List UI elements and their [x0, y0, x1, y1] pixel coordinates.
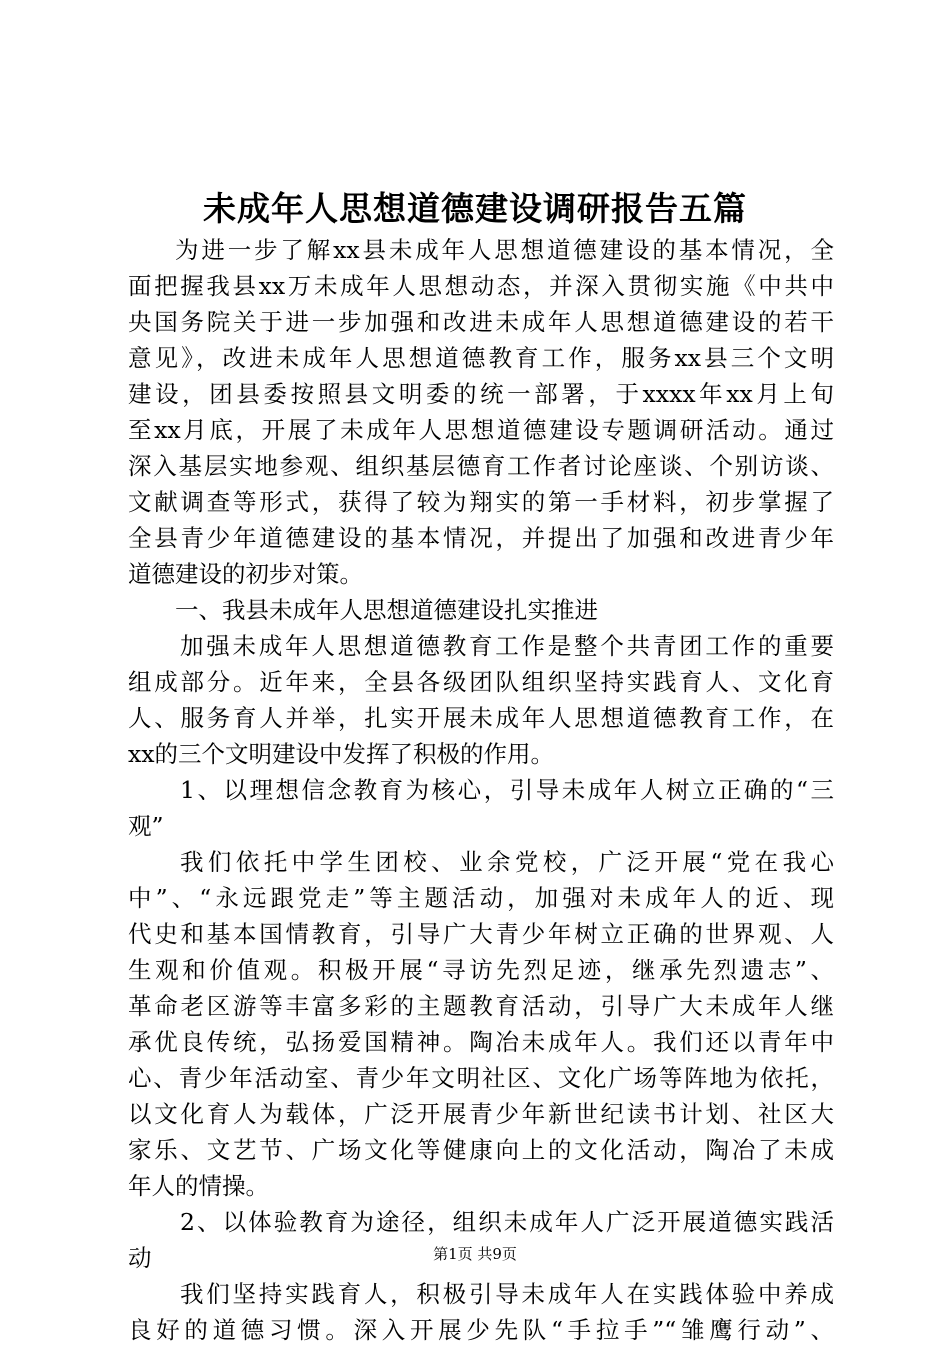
paragraph-line: 全县青少年道德建设的基本情况，并提出了加强和改进青少年	[128, 524, 834, 552]
paragraph-line: 道德建设的初步对策。	[128, 560, 363, 588]
paragraph-line: 我们依托中学生团校、业余党校，广泛开展“党在我心	[180, 848, 834, 876]
paragraph-line: 为进一步了解xx县未成年人思想道德建设的基本情况，全	[175, 236, 834, 264]
paragraph-line: 代史和基本国情教育，引导广大青少年树立正确的世界观、人	[128, 920, 834, 948]
page-number: 第1页 共9页	[433, 1245, 517, 1263]
paragraph-line: 我们坚持实践育人，积极引导未成年人在实践体验中养成	[180, 1280, 834, 1308]
paragraph-line: 至xx月底，开展了未成年人思想道德建设专题调研活动。通过	[128, 416, 834, 444]
paragraph-line: 组成部分。近年来，全县各级团队组织坚持实践育人、文化育	[128, 668, 834, 696]
paragraph-line: 以文化育人为载体，广泛开展青少年新世纪读书计划、社区大	[128, 1100, 834, 1128]
paragraph-line: 革命老区游等丰富多彩的主题教育活动，引导广大未成年人继	[128, 992, 834, 1020]
paragraph-line: 家乐、文艺节、广场文化等健康向上的文化活动，陶冶了未成	[128, 1136, 834, 1164]
paragraph-line: 承优良传统，弘扬爱国精神。陶冶未成年人。我们还以青年中	[128, 1028, 834, 1056]
paragraph-line: 加强未成年人思想道德教育工作是整个共青团工作的重要	[180, 632, 834, 660]
paragraph-line: 深入基层实地参观、组织基层德育工作者讨论座谈、个别访谈、	[128, 452, 834, 480]
paragraph-line: 良好的道德习惯。深入开展少先队“手拉手”“雏鹰行动”、	[128, 1316, 834, 1344]
paragraph-line: 心、青少年活动室、青少年文明社区、文化广场等阵地为依托，	[128, 1064, 834, 1092]
paragraph-line: 建设，团县委按照县文明委的统一部署，于xxxx年xx月上旬	[128, 380, 834, 408]
paragraph-line: 央国务院关于进一步加强和改进未成年人思想道德建设的若干	[128, 308, 834, 336]
subsection-heading: 1、以理想信念教育为核心，引导未成年人树立正确的“三	[180, 776, 834, 804]
paragraph-line: 生观和价值观。积极开展“寻访先烈足迹，继承先烈遗志”、	[128, 956, 834, 984]
subsection-heading: 动	[128, 1244, 152, 1272]
paragraph-line: xx的三个文明建设中发挥了积极的作用。	[128, 740, 555, 768]
paragraph-line: 意见》，改进未成年人思想道德教育工作，服务xx县三个文明	[128, 344, 834, 372]
paragraph-line: 面把握我县xx万未成年人思想动态，并深入贯彻实施《中共中	[128, 272, 834, 300]
paragraph-line: 中”、“永远跟党走”等主题活动，加强对未成年人的近、现	[128, 884, 834, 912]
document-title: 未成年人思想道德建设调研报告五篇	[203, 189, 747, 228]
paragraph-line: 文献调查等形式，获得了较为翔实的第一手材料，初步掌握了	[128, 488, 834, 516]
paragraph-line: 年人的情操。	[128, 1172, 269, 1200]
paragraph-line: 人、服务育人并举，扎实开展未成年人思想道德教育工作，在	[128, 704, 834, 732]
subsection-heading: 2、以体验教育为途径，组织未成年人广泛开展道德实践活	[180, 1208, 834, 1236]
section-heading: 一、我县未成年人思想道德建设扎实推进	[175, 596, 598, 624]
document-body	[128, 232, 834, 1348]
subsection-heading: 观”	[128, 812, 164, 840]
